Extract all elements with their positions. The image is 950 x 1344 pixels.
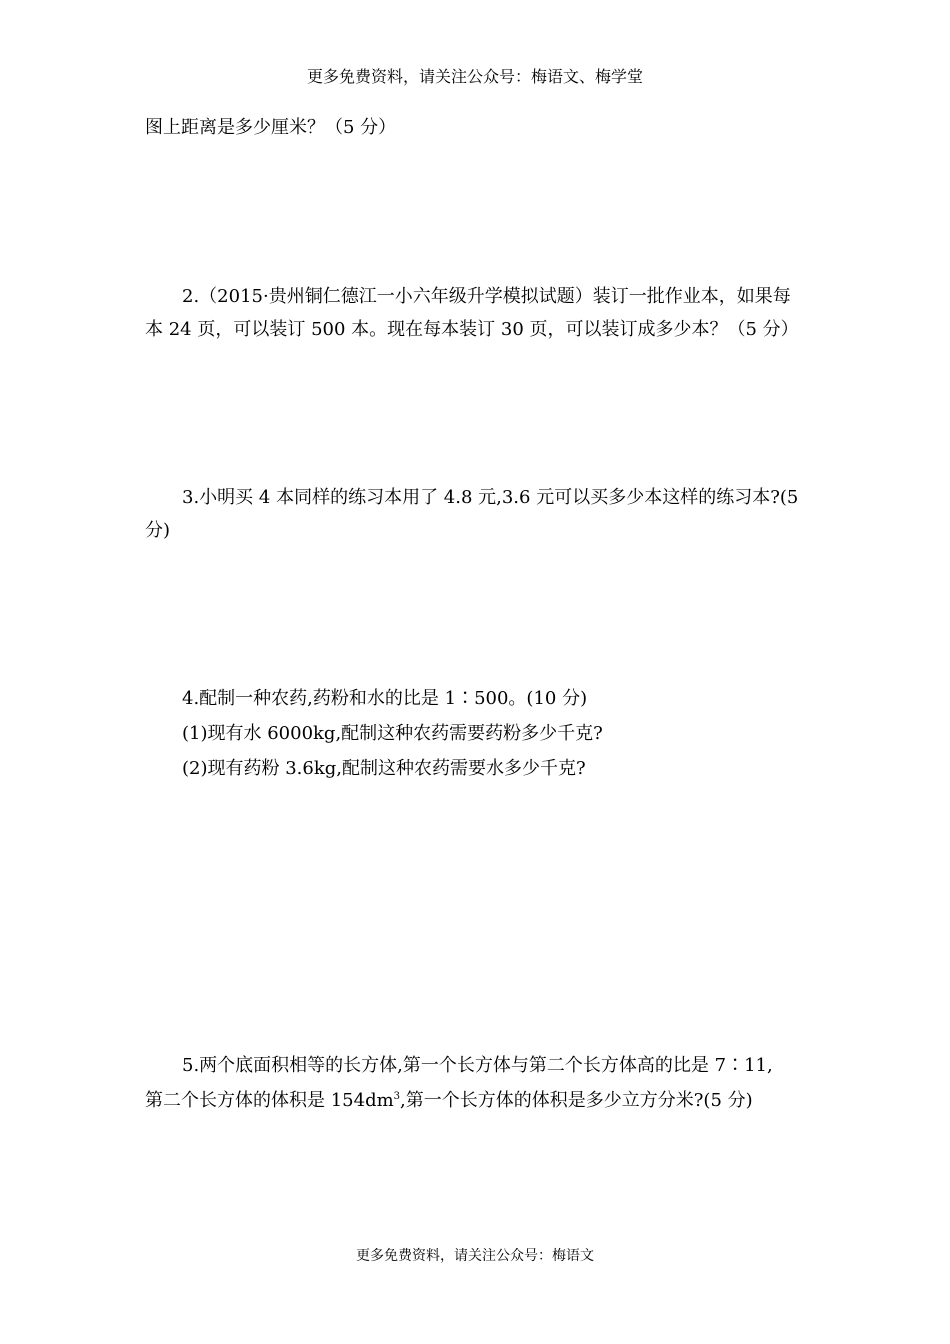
- q5-line-2: [145, 1089, 753, 1113]
- cubic-exponent: 3: [393, 1091, 401, 1102]
- q4-subquestion-1: (1)现有水 6000kg,配制这种农药需要药粉多少千克?: [182, 723, 603, 744]
- q3-line-2: 分): [145, 520, 171, 541]
- q5-line-2-post: ,第一个长方体的体积是多少立方分米?(5 分): [400, 1090, 753, 1111]
- q1-text: 图上距离是多少厘米？（5 分）: [145, 117, 397, 138]
- q2-line-1: 2.（2015·贵州铜仁德江一小六年级升学模拟试题）装订一批作业本，如果每: [182, 286, 791, 307]
- page-footer: 更多免费资料，请关注公众号：梅语文: [356, 1248, 594, 1264]
- q5-line-2-pre: 第二个长方体的体积是 154dm: [145, 1090, 394, 1111]
- q4-subquestion-2: (2)现有药粉 3.6kg,配制这种农药需要水多少千克?: [182, 758, 586, 779]
- page-header: 更多免费资料，请关注公众号：梅语文、梅学堂: [306, 67, 643, 86]
- q3-line-1: 3.小明买 4 本同样的练习本用了 4.8 元,3.6 元可以买多少本这样的练习本?(5: [182, 487, 799, 508]
- q2-line-2: 本 24 页，可以装订 500 本。现在每本装订 30 页，可以装订成多少本？（5 分）: [145, 319, 799, 340]
- q5-line-1: 5.两个底面积相等的长方体,第一个长方体与第二个长方体高的比是 7∶11,: [182, 1055, 773, 1076]
- q4-line-1: 4.配制一种农药,药粉和水的比是 1∶500。(10 分): [182, 688, 588, 709]
